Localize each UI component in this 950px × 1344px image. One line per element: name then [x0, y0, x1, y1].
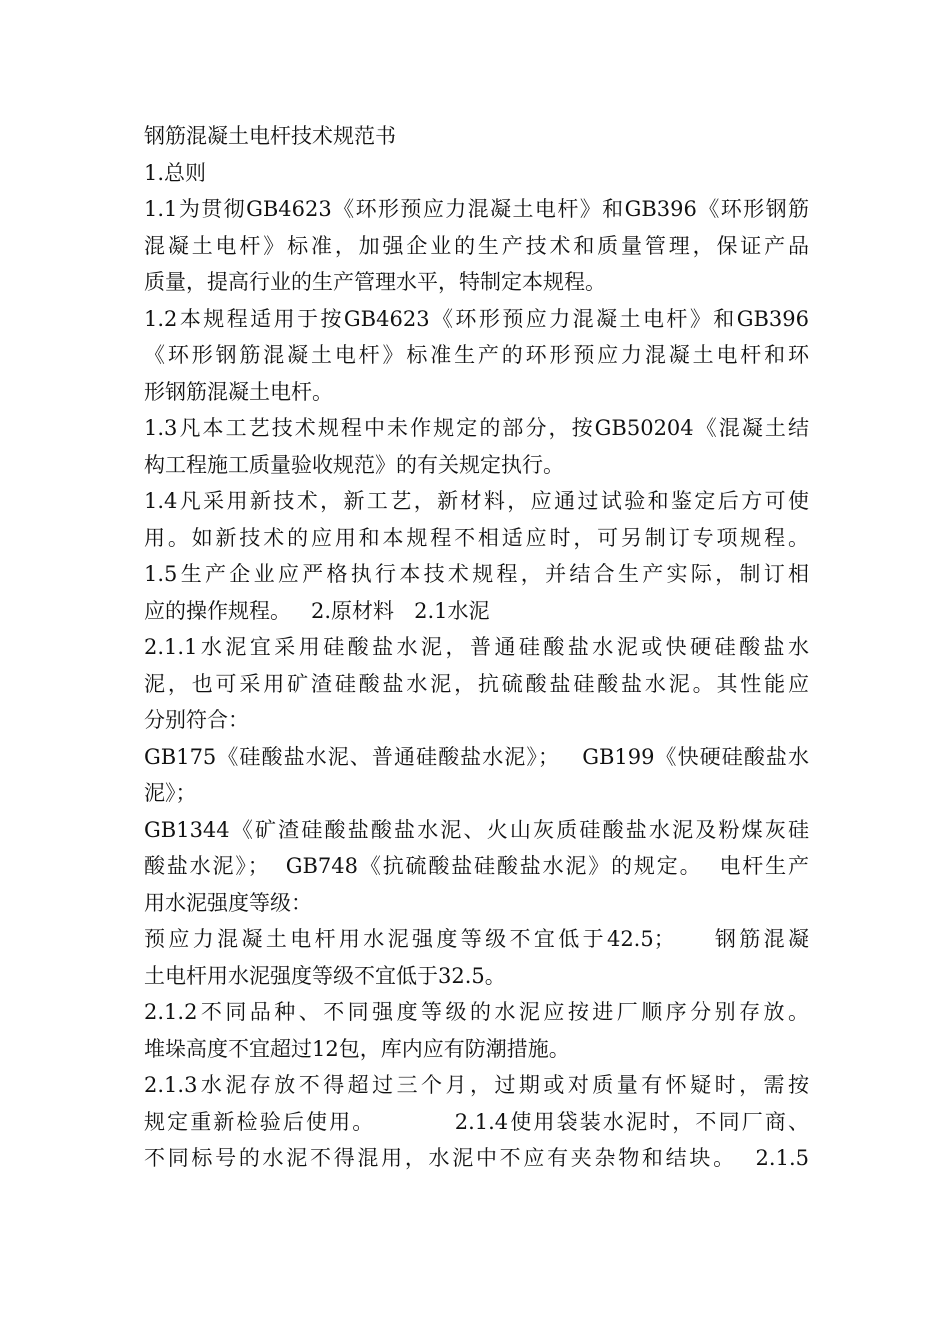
text-line: 《环形钢筋混凝土电杆》标准生产的环形预应力混凝土电杆和环 — [144, 343, 809, 367]
text-line: 预应力混凝土电杆用水泥强度等级不宜低于42.5； 钢筋混凝 — [144, 927, 809, 951]
text-line: 应的操作规程。 2.原材料 2.1水泥 — [144, 598, 490, 623]
text-line: 用。如新技术的应用和本规程不相适应时，可另制订专项规程。 — [144, 525, 809, 550]
text-line: 不同标号的水泥不得混用，水泥中不应有夹杂物和结块。 2.1.5 — [144, 1146, 809, 1170]
text-line: GB1344《矿渣硅酸盐酸盐水泥、火山灰质硅酸盐水泥及粉煤灰硅 — [144, 817, 809, 842]
text-line: 泥》； — [144, 781, 197, 805]
document-body — [144, 118, 809, 1177]
text-line: GB175《硅酸盐水泥、普通硅酸盐水泥》； GB199《快硬硅酸盐水 — [144, 744, 809, 769]
text-line: 1.1为贯彻GB4623《环形预应力混凝土电杆》和GB396《环形钢筋 — [144, 197, 809, 221]
text-line: 混凝土电杆》标准，加强企业的生产技术和质量管理，保证产品 — [144, 233, 809, 258]
document-title: 钢筋混凝土电杆技术规范书 — [144, 124, 396, 148]
text-line: 1.4凡采用新技术，新工艺，新材料，应通过试验和鉴定后方可使 — [144, 489, 809, 513]
text-line: 土电杆用水泥强度等级不宜低于32.5。 — [144, 963, 506, 988]
text-line: 酸盐水泥》； GB748《抗硫酸盐硅酸盐水泥》的规定。 电杆生产 — [144, 854, 809, 878]
text-line: 1.2本规程适用于按GB4623《环形预应力混凝土电杆》和GB396 — [144, 306, 809, 331]
text-line: 2.1.3水泥存放不得超过三个月，过期或对质量有怀疑时，需按 — [144, 1073, 809, 1097]
text-line: 规定重新检验后使用。 2.1.4使用袋装水泥时，不同厂商、 — [144, 1109, 809, 1134]
text-line: 堆垛高度不宜超过12包，库内应有防潮措施。 — [144, 1036, 570, 1061]
text-line: 1.3凡本工艺技术规程中未作规定的部分，按GB50204《混凝土结 — [144, 416, 809, 440]
text-line: 泥，也可采用矿渣硅酸盐水泥，抗硫酸盐硅酸盐水泥。其性能应 — [144, 671, 809, 696]
text-line: 1.5生产企业应严格执行本技术规程，并结合生产实际，制订相 — [144, 562, 809, 586]
section-heading: 1.总则 — [144, 160, 207, 185]
text-line: 形钢筋混凝土电杆。 — [144, 379, 333, 404]
text-line: 2.1.1水泥宜采用硅酸盐水泥，普通硅酸盐水泥或快硬硅酸盐水 — [144, 635, 809, 659]
text-line: 分别符合： — [144, 708, 249, 732]
text-line: 质量，提高行业的生产管理水平，特制定本规程。 — [144, 270, 606, 294]
text-line: 2.1.2不同品种、不同强度等级的水泥应按进厂顺序分别存放。 — [144, 1000, 809, 1024]
text-line: 构工程施工质量验收规范》的有关规定执行。 — [144, 452, 564, 477]
text-line: 用水泥强度等级： — [144, 890, 312, 915]
